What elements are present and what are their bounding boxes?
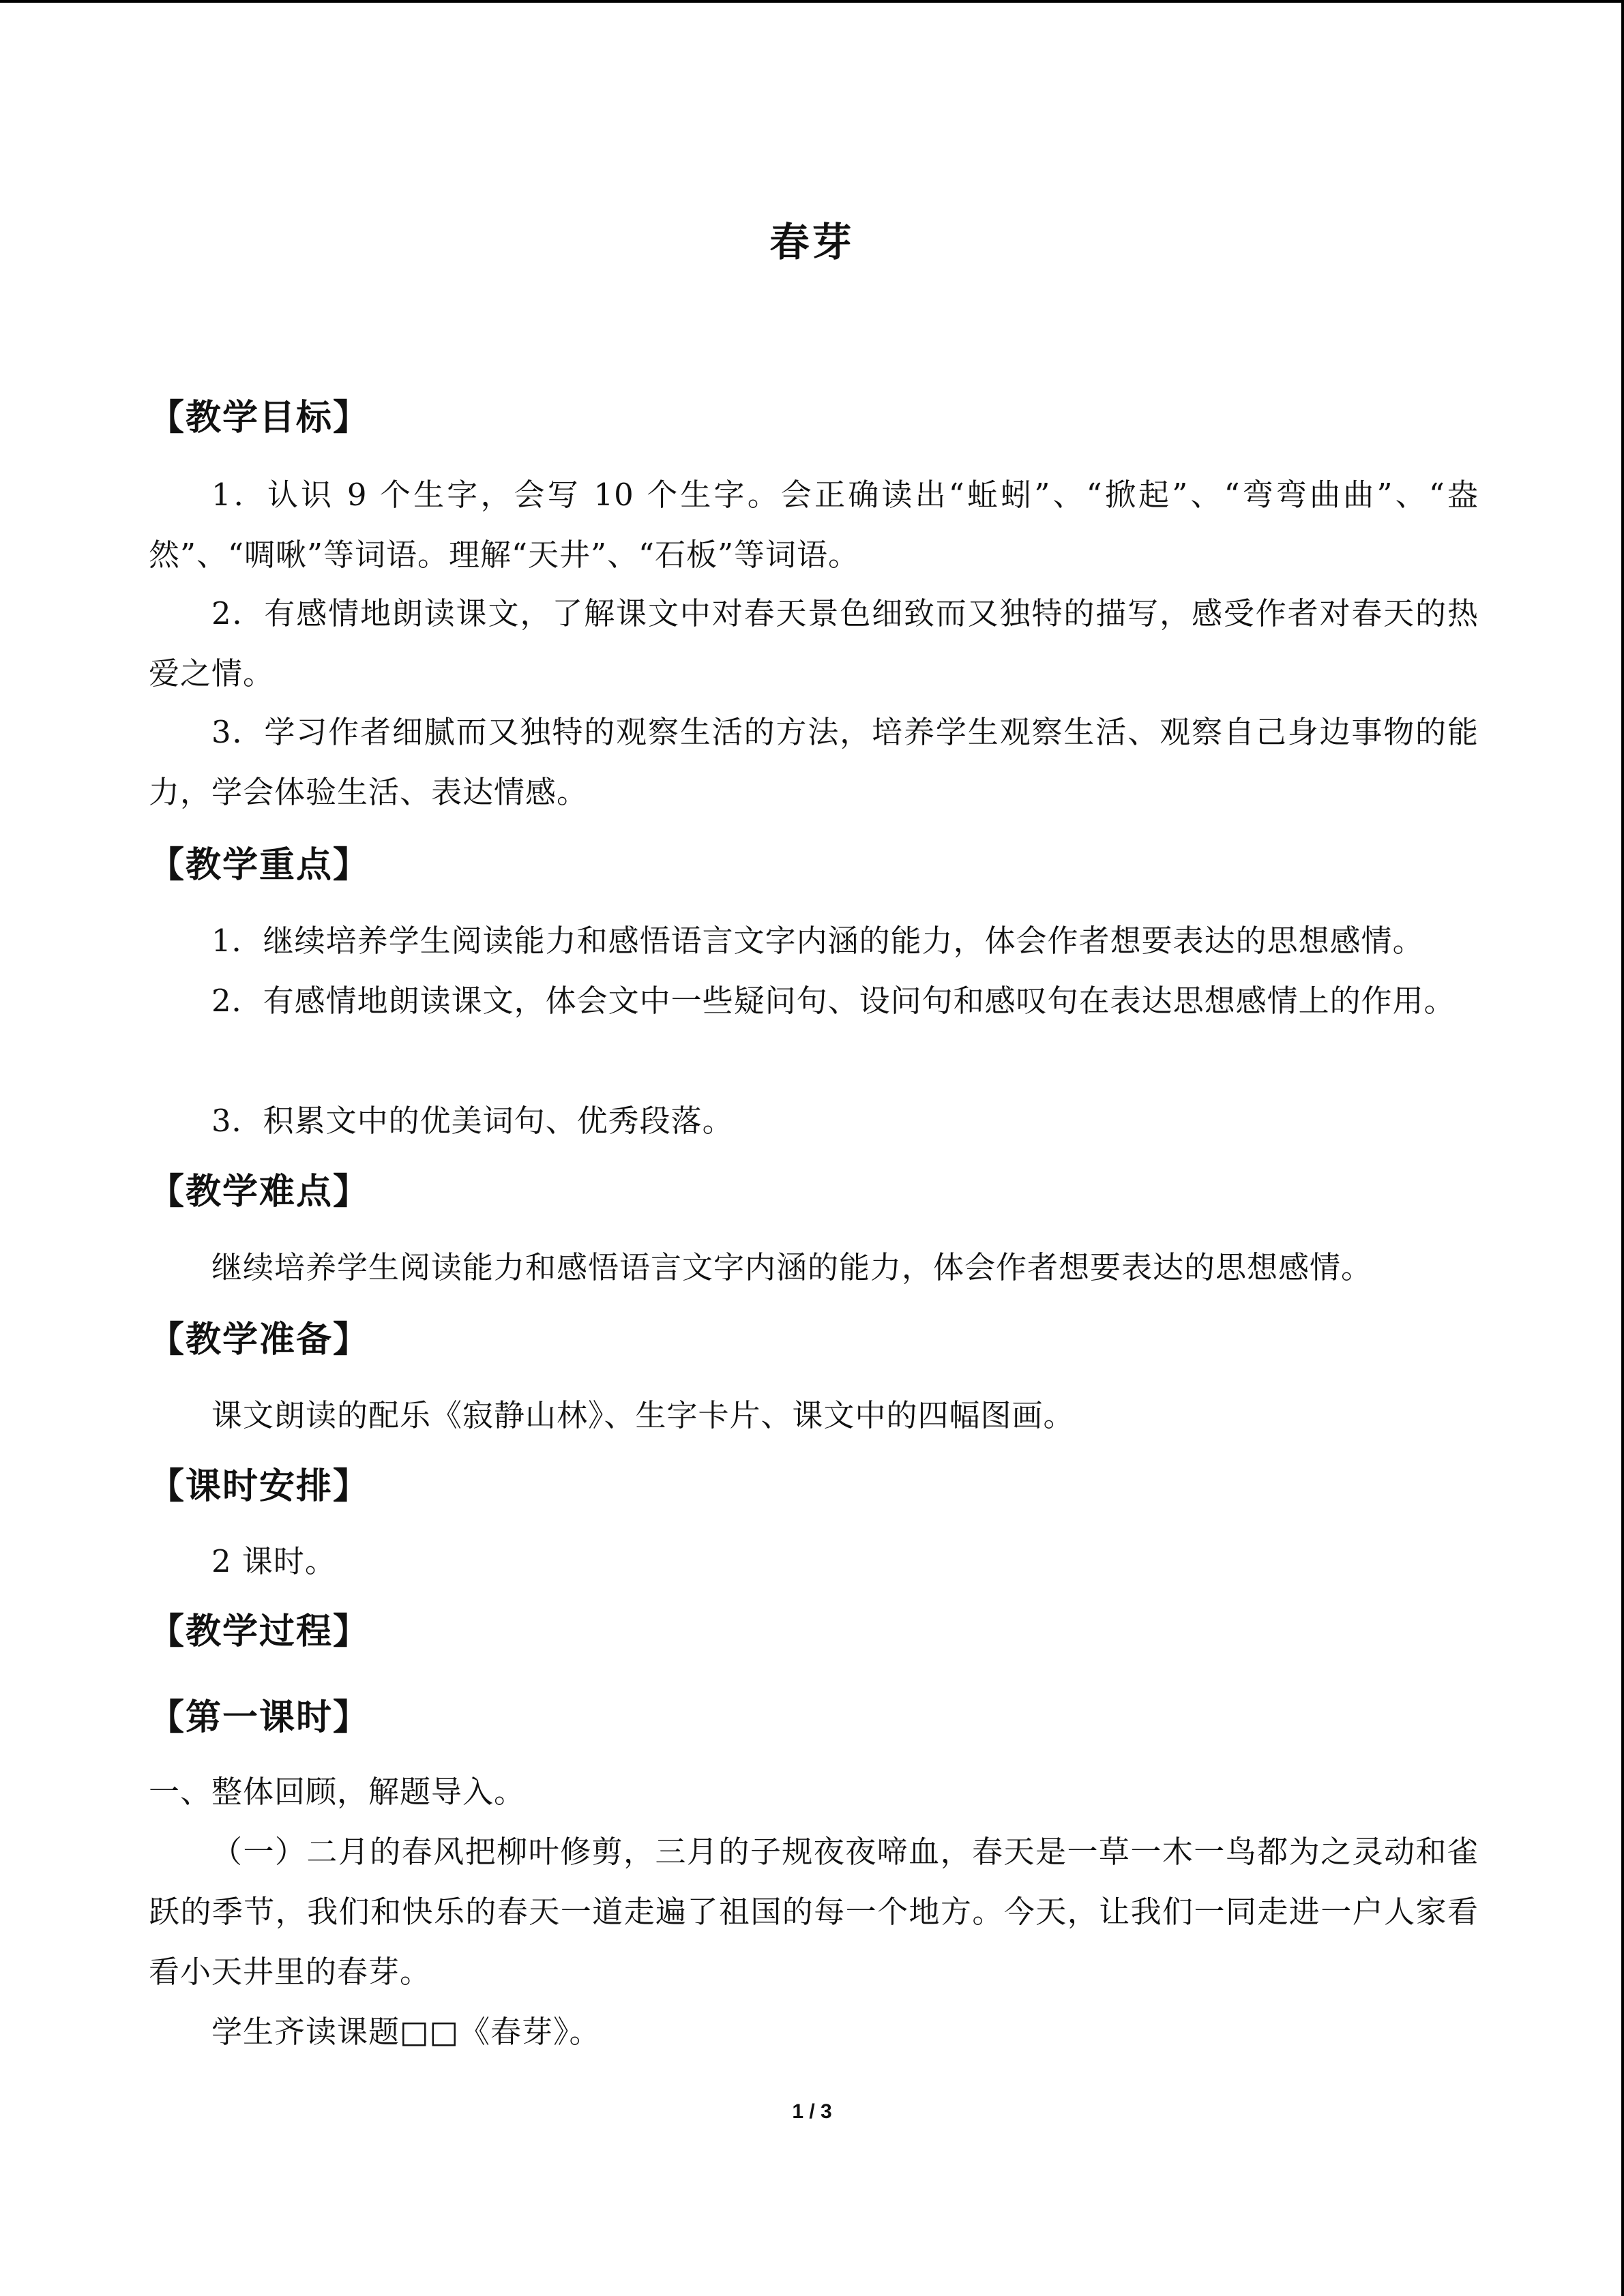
right-border xyxy=(1621,0,1624,2296)
preparation-text: 课文朗读的配乐《寂静山林》、生字卡片、课文中的四幅图画。 xyxy=(211,1397,1075,1433)
lesson-one-paragraph: （一）二月的春风把柳叶修剪，三月的子规夜夜啼血，春天是一草一木一鸟都为之灵动和雀跃的季节，我们和快乐的春天一道走遍了祖国的每一个地方。今天，让我们一同走进一户人家看看小天井里的春芽。 xyxy=(149,1834,1479,1990)
heading-process: 【教学过程】 xyxy=(149,1611,370,1652)
lesson-one-reading: 学生齐读课题□□《春芽》。 xyxy=(211,2014,601,2050)
document-title: 春芽 xyxy=(769,219,855,265)
goal-item-1: 1．认识 9 个生字，会写 10 个生字。会正确读出“蚯蚓”、“掀起”、“弯弯曲曲”、“盎然”、“啁啾”等词语。理解“天井”、“石板”等词语。 xyxy=(149,477,1479,573)
difficulties-text: 继续培养学生阅读能力和感悟语言文字内涵的能力，体会作者想要表达的思想感情。 xyxy=(211,1249,1373,1285)
heading-teaching-goals: 【教学目标】 xyxy=(149,398,370,438)
heading-difficulties: 【教学难点】 xyxy=(149,1172,370,1212)
heading-schedule: 【课时安排】 xyxy=(149,1466,370,1507)
lesson-one-step-one: 一、整体回顾，解题导入。 xyxy=(149,1774,526,1810)
key-point-item-3: 3．积累文中的优美词句、优秀段落。 xyxy=(211,1103,734,1139)
key-point-item-2: 2．有感情地朗读课文，体会文中一些疑问句、设问句和感叹句在表达思想感情上的作用。 xyxy=(211,983,1456,1019)
heading-preparation: 【教学准备】 xyxy=(149,1320,370,1360)
goal-item-2: 2．有感情地朗读课文，了解课文中对春天景色细致而又独特的描写，感受作者对春天的热爱之情。 xyxy=(149,595,1479,691)
page-indicator: 1 / 3 xyxy=(792,2100,832,2123)
schedule-text: 2 课时。 xyxy=(211,1543,336,1579)
top-border xyxy=(0,0,1624,3)
heading-lesson-one: 【第一课时】 xyxy=(149,1697,370,1738)
heading-key-points: 【教学重点】 xyxy=(149,845,370,886)
goal-item-3: 3．学习作者细腻而又独特的观察生活的方法，培养学生观察生活、观察自己身边事物的能力，学会体验生活、表达情感。 xyxy=(149,714,1479,810)
key-point-item-1: 1．继续培养学生阅读能力和感悟语言文字内涵的能力，体会作者想要表达的思想感情。 xyxy=(211,923,1424,959)
